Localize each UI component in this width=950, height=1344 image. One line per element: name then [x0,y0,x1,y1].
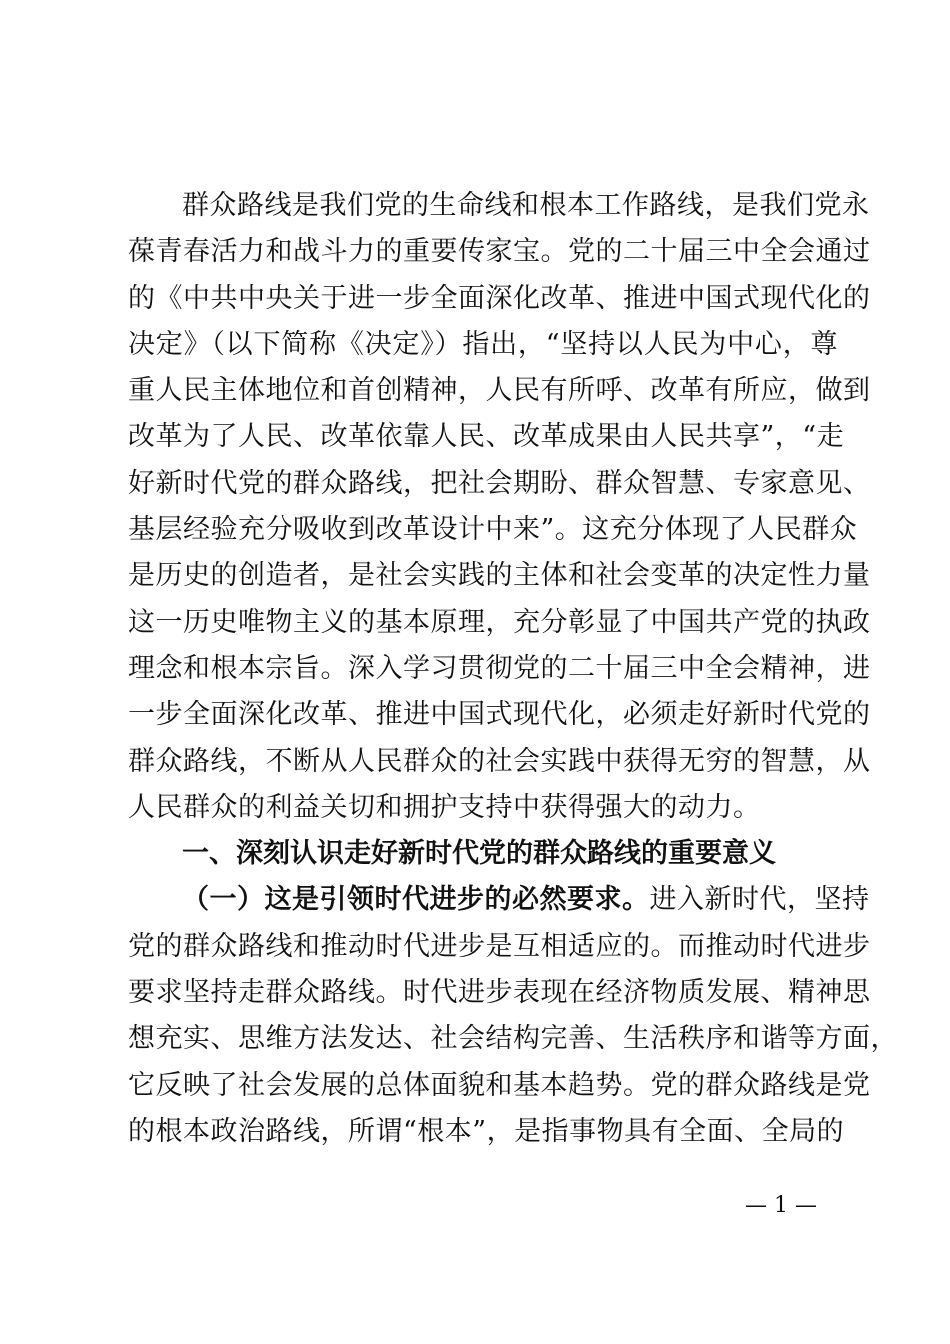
paragraph-line: 决定》（以下简称《决定》）指出，“坚持以人民为中心，尊 [128,328,838,360]
body-text [128,183,898,1155]
paragraph-line: 想充实、思维方法发达、社会结构完善、生活秩序和谐等方面， [128,1023,898,1055]
subsection-first-line [128,877,870,923]
paragraph-line: 基层经验充分吸收到改革设计中来”。这充分体现了人民群众 [128,514,858,546]
paragraph-line: 这一历史唯物主义的基本原理，充分彰显了中国共产党的执政 [128,606,871,638]
subsection-title: （一）这是引领时代进步的必然要求。 [182,884,650,916]
paragraph-line: 葆青春活力和战斗力的重要传家宝。党的二十届三中全会通过 [128,236,871,268]
paragraph-line: 要求坚持走群众路线。时代进步表现在经济物质发展、精神思 [128,977,871,1009]
paragraph-line: 是历史的创造者，是社会实践的主体和社会变革的决定性力量 [128,560,871,592]
paragraph-line: 改革为了人民、改革依靠人民、改革成果由人民共享”，“走 [128,421,845,453]
paragraph-line: 人民群众的利益关切和拥护支持中获得强大的动力。 [128,791,761,823]
paragraph-line: 群众路线是我们党的生命线和根本工作路线，是我们党永 [182,190,870,221]
paragraph-line: 理念和根本宗旨。深入学习贯彻党的二十届三中全会精神，进 [128,652,871,684]
paragraph-line: 群众路线，不断从人民群众的社会实践中获得无穷的智慧，从 [128,745,871,777]
paragraph-line: 党的群众路线和推动时代进步是互相适应的。而推动时代进步 [128,930,871,962]
section-heading: 一、深刻认识走好新时代党的群众路线的重要意义 [182,838,776,870]
paragraph-line: 的《中共中央关于进一步全面深化改革、推进中国式现代化的 [128,282,871,314]
paragraph-line: 的根本政治路线，所谓“根本”，是指事物具有全面、全局的 [128,1115,845,1147]
paragraph-line: 重人民主体地位和首创精神，人民有所呼、改革有所应，做到 [128,375,871,407]
subsection-text: 进入新时代，坚持 [649,884,870,916]
paragraph-line: 好新时代党的群众路线，把社会期盼、群众智慧、专家意见、 [128,467,871,499]
page-number: — 1 — [745,1193,817,1218]
paragraph-line: 它反映了社会发展的总体面貌和基本趋势。党的群众路线是党 [128,1069,871,1101]
paragraph-line: 一步全面深化改革、推进中国式现代化，必须走好新时代党的 [128,699,871,731]
